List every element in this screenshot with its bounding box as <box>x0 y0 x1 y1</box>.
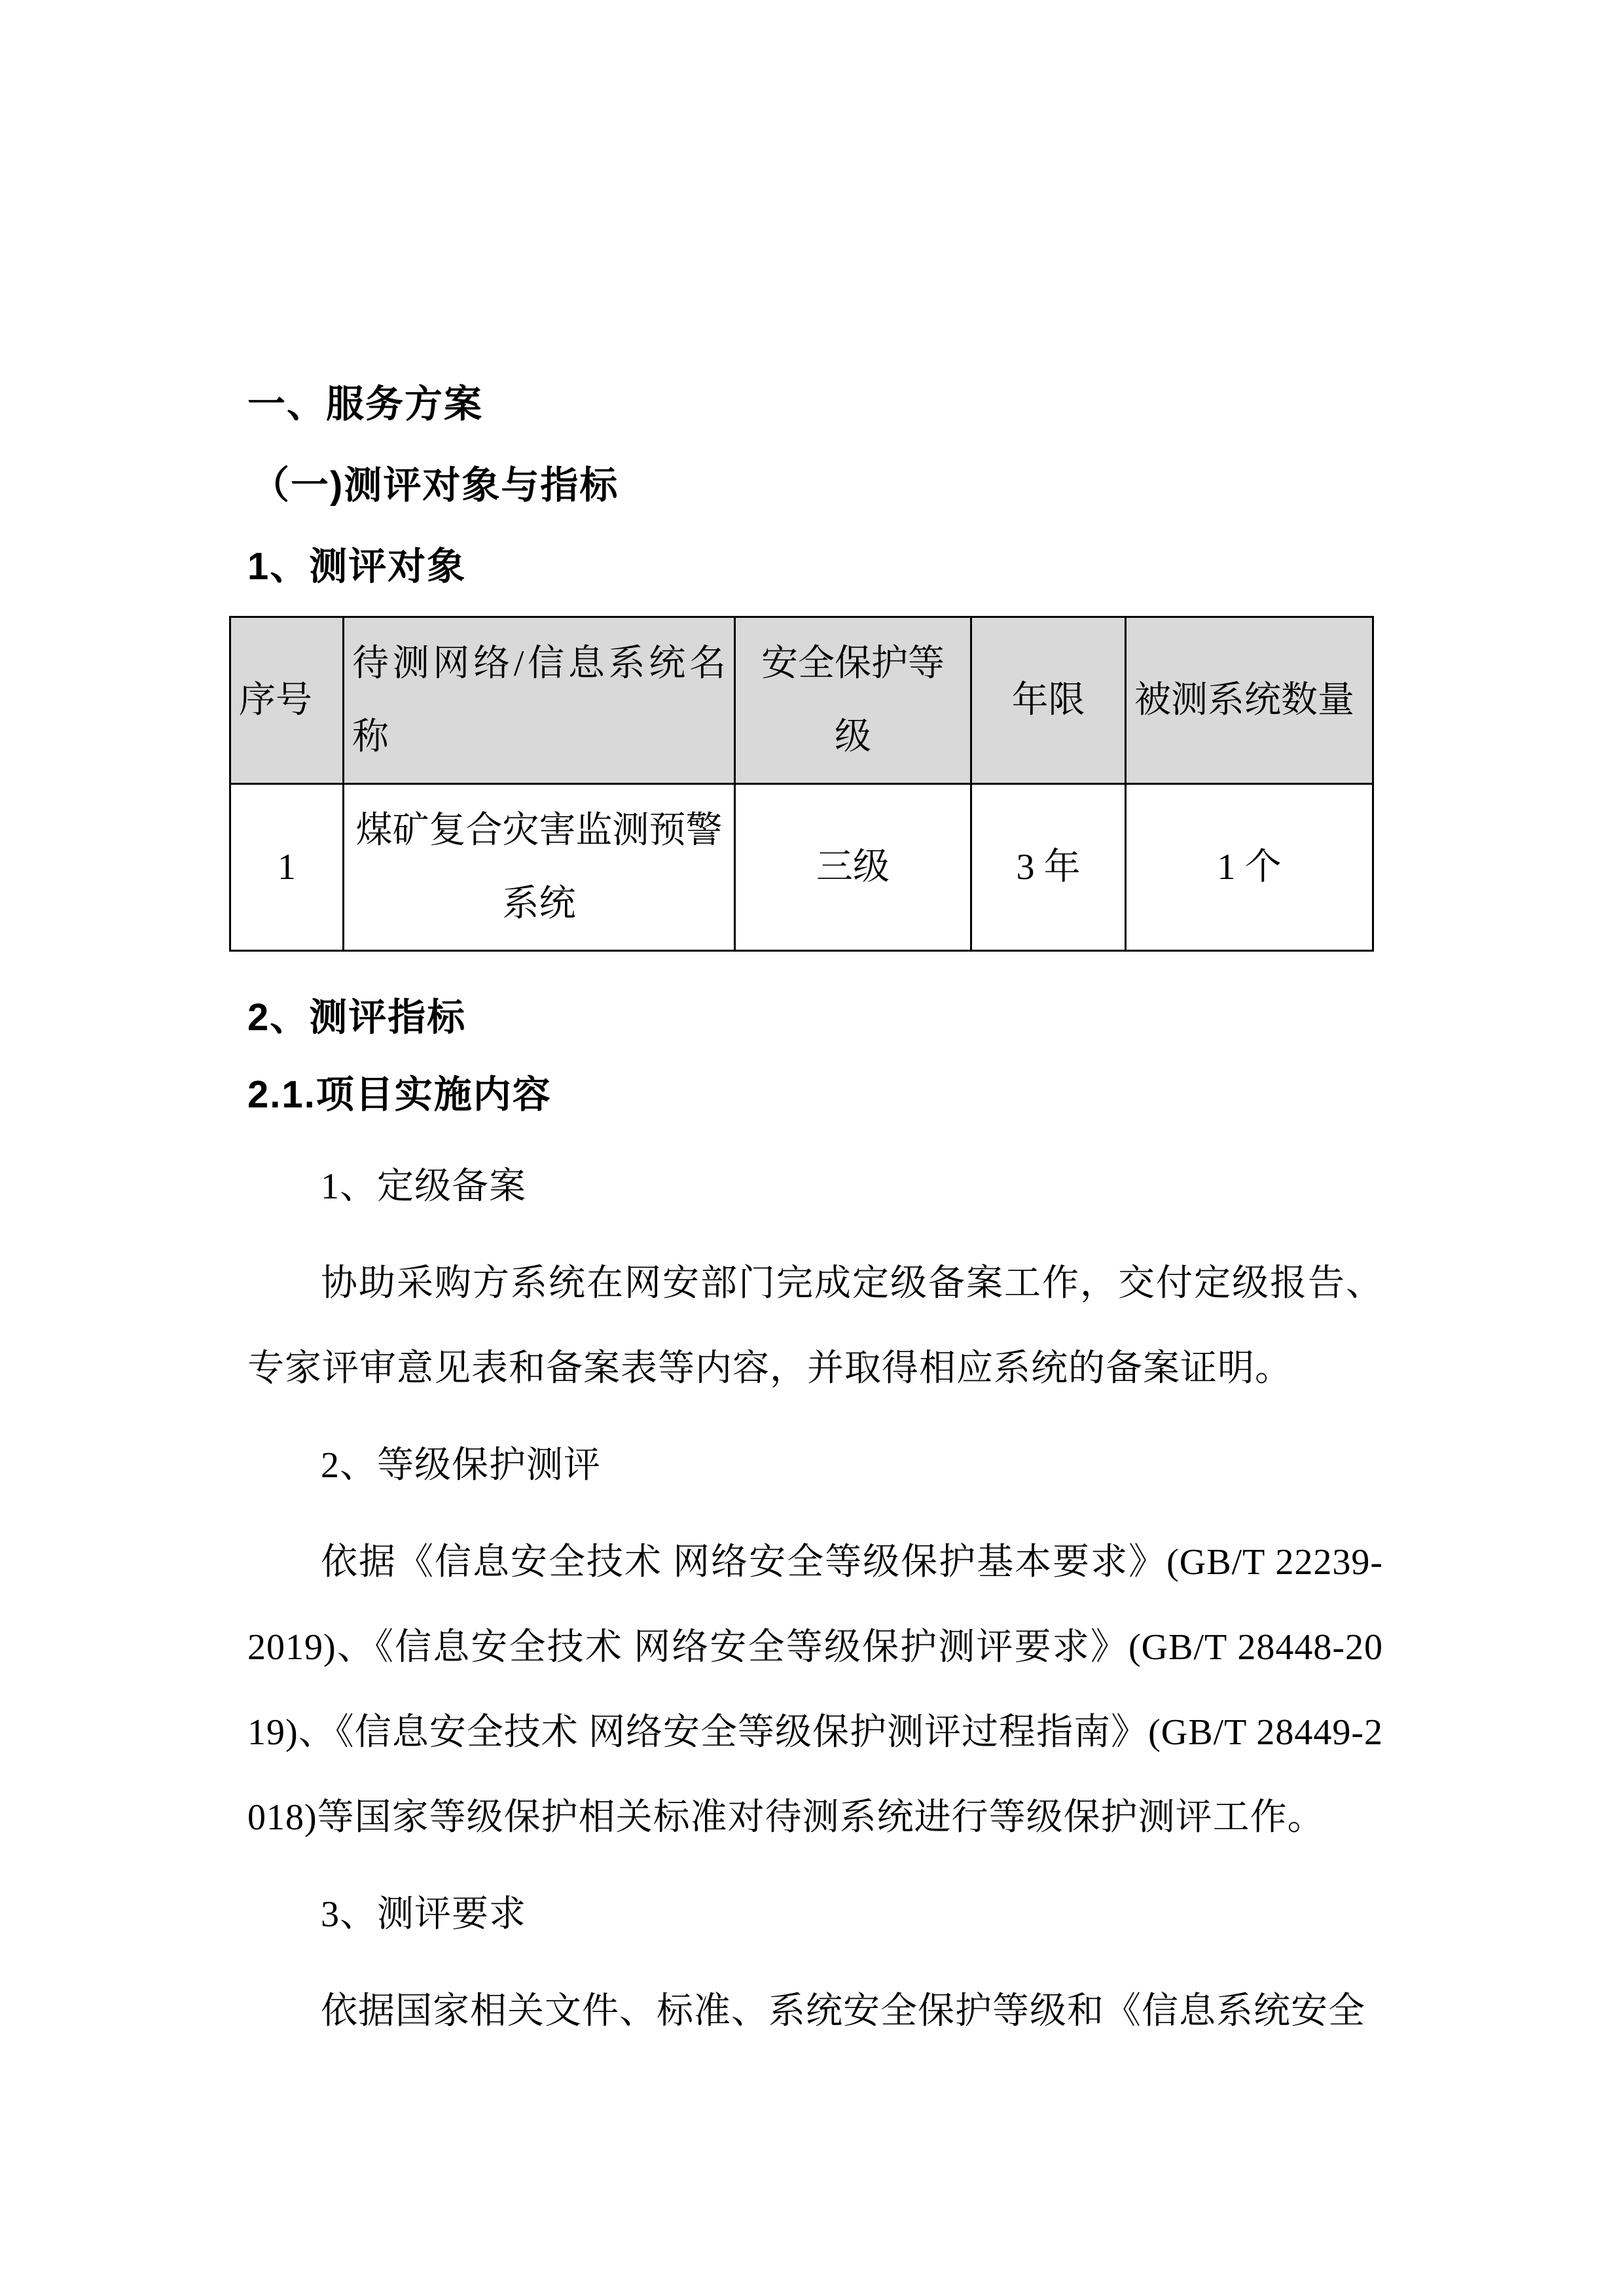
cell-duration: 3 年 <box>971 784 1126 951</box>
list-item-assessment-requirements: 3、测评要求 <box>321 1894 526 1935</box>
list-item-graded-protection-assessment: 2、等级保护测评 <box>321 1445 601 1486</box>
paragraph-grading-filing-detail: 协助采购方系统在网安部门完成定级备案工作，交付定级报告、专家评审意见表和备案表等内容，并取得相应系统的备案证明。 <box>247 1263 1383 1389</box>
list-item-grading-filing: 1、定级备案 <box>321 1166 526 1207</box>
column-header-protection-level: 安全保护等级 <box>735 617 971 784</box>
heading-assessment-indicators: 2、测评指标 <box>247 996 467 1039</box>
cell-system-count: 1 个 <box>1126 784 1373 951</box>
paragraph-assessment-requirements-detail: 依据国家相关文件、标准、系统安全保护等级和《信息系统安全 <box>321 1991 1365 2032</box>
cell-protection-level: 三级 <box>735 784 971 951</box>
cell-index: 1 <box>230 784 344 951</box>
heading-assessment-object-and-indicators: （一)测评对象与指标 <box>251 464 619 507</box>
assessment-object-table <box>229 616 1374 952</box>
column-header-index: 序号 <box>230 617 344 784</box>
column-header-duration: 年限 <box>971 617 1126 784</box>
table-header-row <box>230 617 1373 784</box>
heading-project-implementation-content: 2.1.项目实施内容 <box>247 1073 552 1116</box>
heading-service-plan: 一、服务方案 <box>247 383 484 425</box>
heading-assessment-object: 1、测评对象 <box>247 545 467 588</box>
column-header-system-count: 被测系统数量 <box>1126 617 1373 784</box>
paragraph-standards-detail: 依据《信息安全技术 网络安全等级保护基本要求》(GB/T 22239-2019)、《信息安全技术 网络安全等级保护测评要求》(GB/T 28448-2019)、《信息安全技术 网络安全等级保护测评过程指南》(GB/T 28449-2018)等国家等级保护相关标准对待测系统进行等级保护测评工作。 <box>247 1542 1383 1838</box>
cell-system-name: 煤矿复合灾害监测预警系统 <box>344 784 735 951</box>
column-header-system-name: 待测网络/信息系统名称 <box>344 617 735 784</box>
table-row <box>230 784 1373 951</box>
